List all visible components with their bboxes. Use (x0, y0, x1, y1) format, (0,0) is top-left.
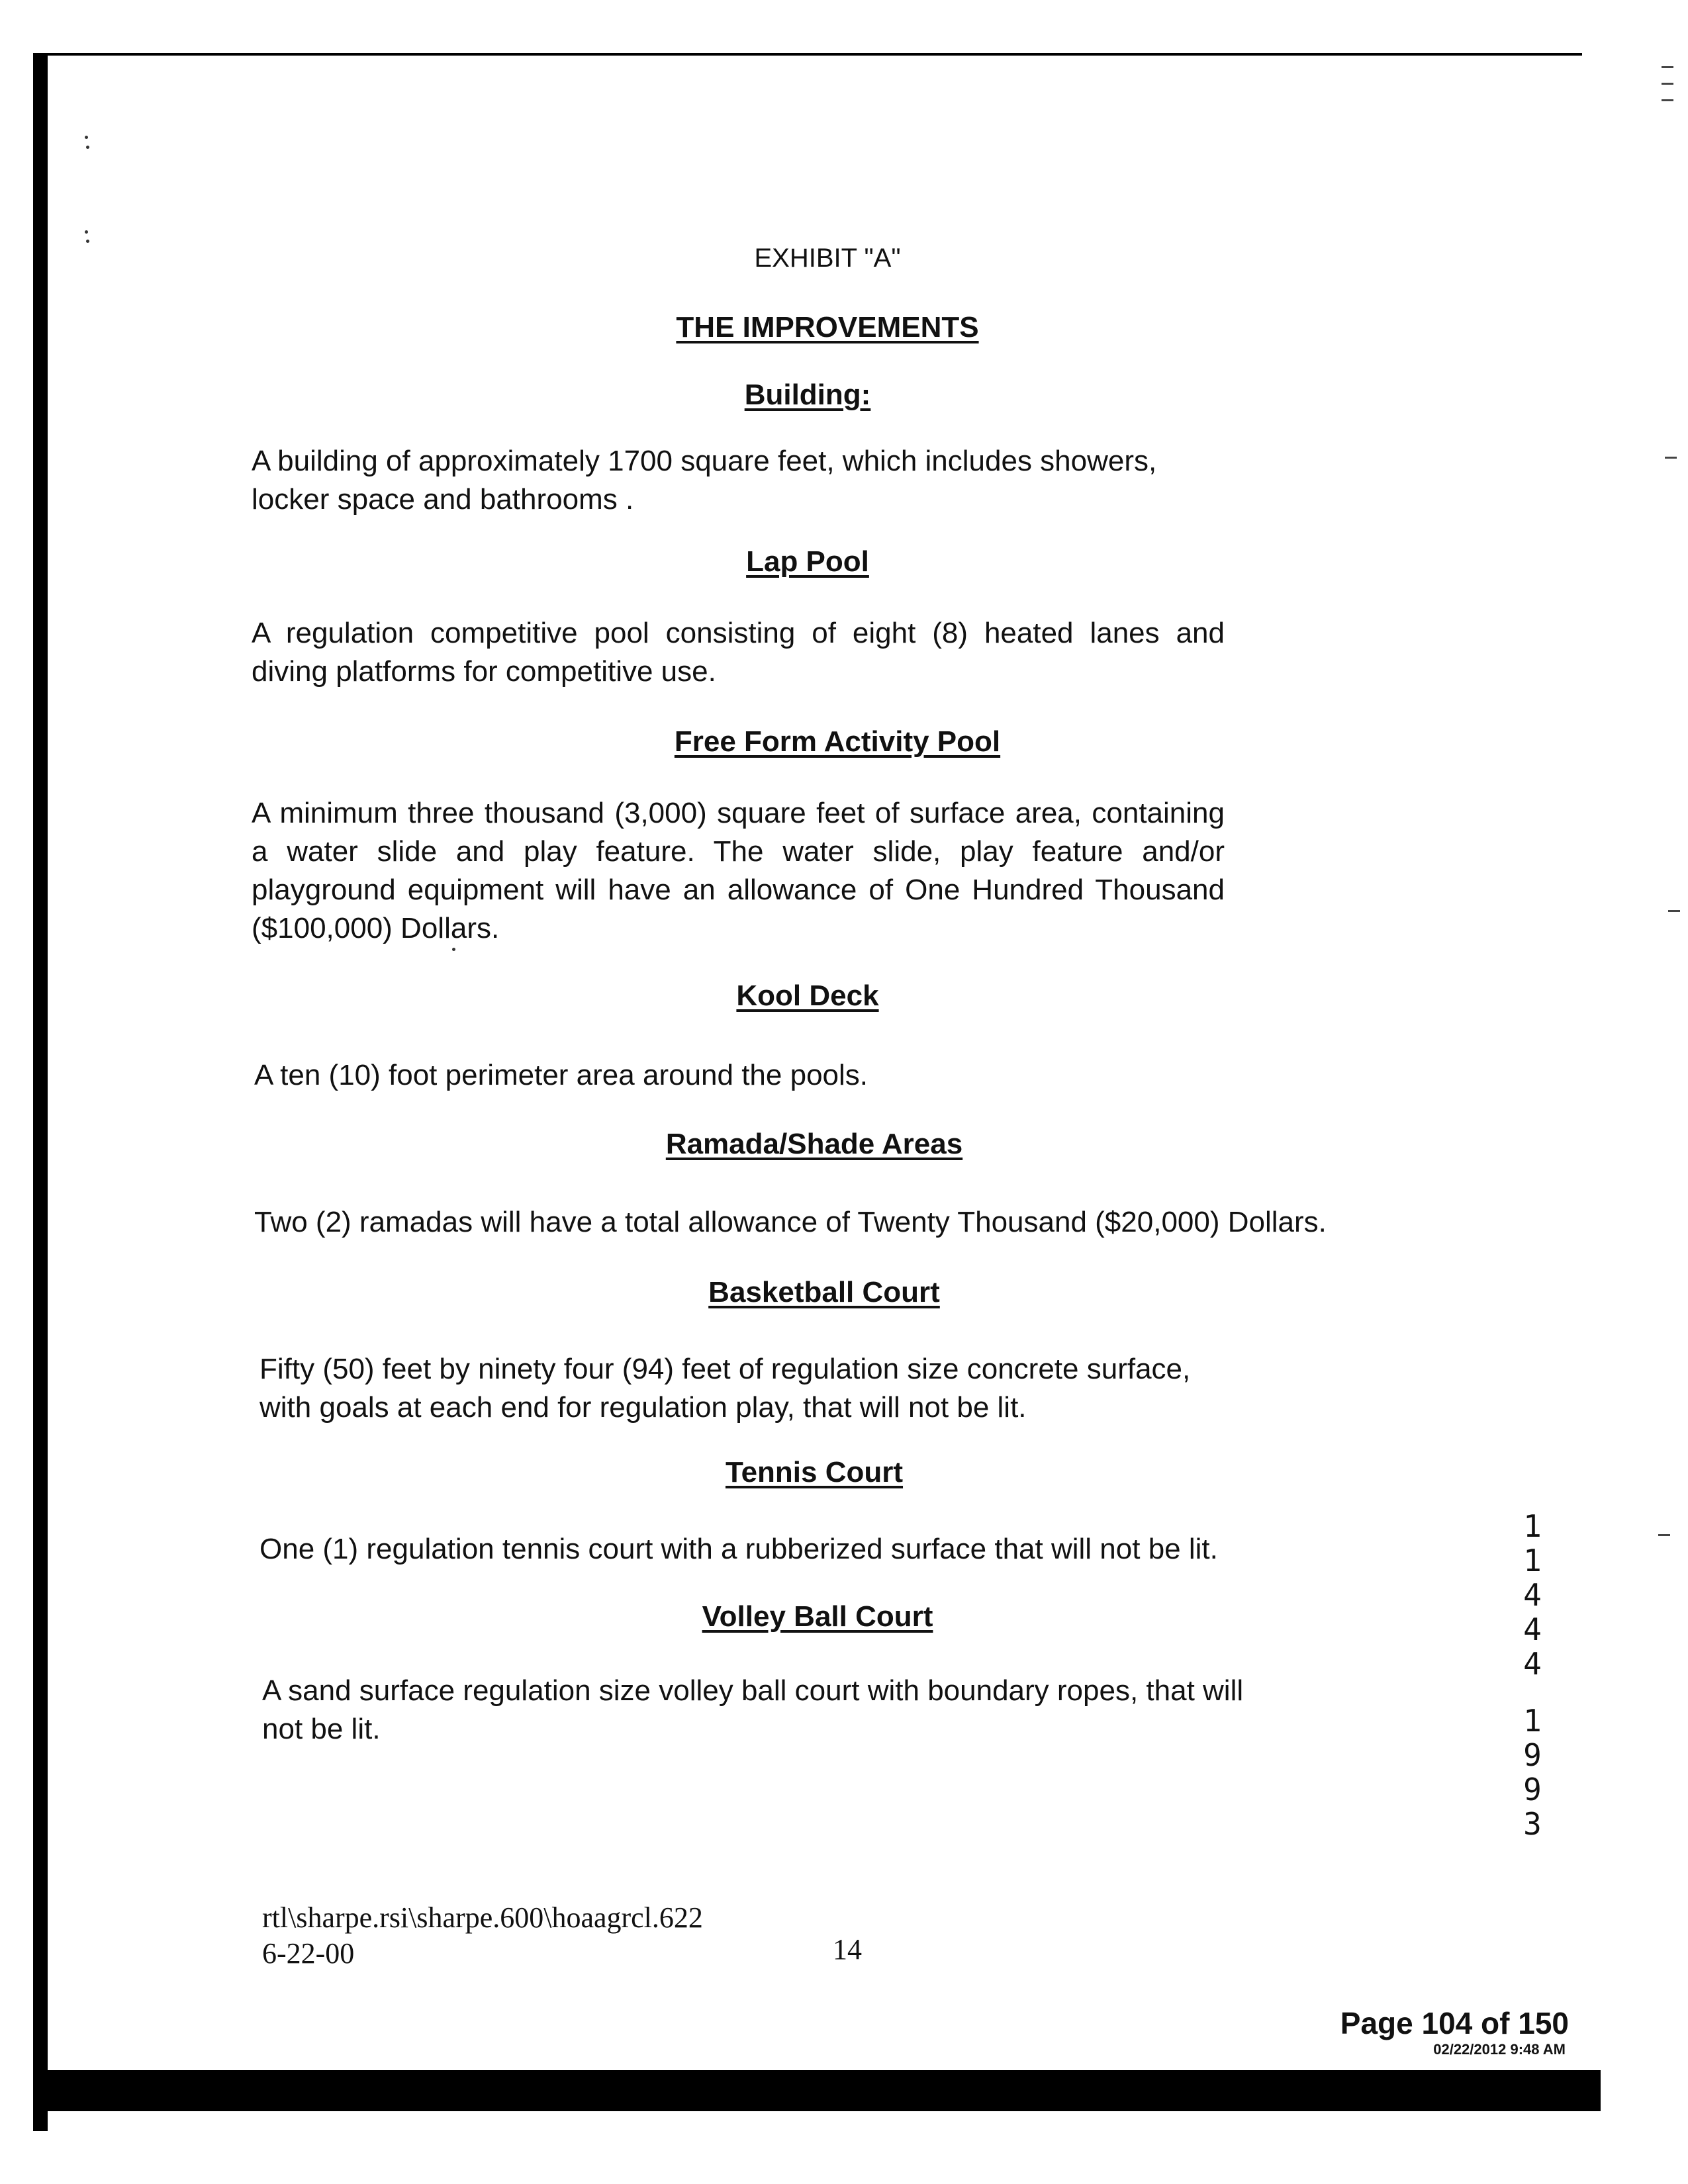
section-body-volleyball: A sand surface regulation size volley ball court with boundary ropes, that will not be lit. (262, 1674, 1244, 1745)
section-heading-lap-pool: Lap Pool (746, 545, 869, 578)
section-body-ramada: Two (2) ramadas will have a total allowance of Twenty Thousand ($20,000) Dollars. (254, 1206, 1327, 1238)
footer-date: 6-22-00 (262, 1937, 355, 1970)
section-heading-kool-deck: Kool Deck (736, 979, 879, 1012)
edge-mark (1662, 83, 1673, 85)
footer-file-path: rtl\sharpe.rsi\sharpe.600\hoaagrcl.622 (262, 1901, 703, 1934)
section-heading-ramada: Ramada/Shade Areas (665, 1128, 963, 1160)
section-heading-tennis: Tennis Court (725, 1456, 904, 1488)
stamp-digit: 1 (1523, 1543, 1542, 1578)
section-body-building: A building of approximately 1700 square feet, which includes showers, locker space and bathrooms . (252, 445, 1157, 516)
main-heading: THE IMPROVEMENTS (676, 311, 979, 343)
edge-mark (1665, 457, 1677, 459)
section-heading-basketball: Basketball Court (708, 1276, 940, 1308)
recording-number-stamp (1509, 1509, 1556, 1841)
scan-speck (452, 948, 455, 951)
scan-speck (86, 146, 89, 149)
edge-mark (1662, 66, 1673, 68)
scan-speck (85, 136, 88, 139)
stamp-digit: 4 (1523, 1612, 1542, 1647)
stamp-digit: 4 (1523, 1646, 1542, 1682)
page-number: 14 (833, 1933, 862, 1966)
scan-bottom-border (41, 2070, 1601, 2111)
scan-speck (85, 230, 88, 234)
scan-speck (86, 240, 89, 243)
exhibit-title: EXHIBIT "A" (754, 244, 901, 273)
stamp-digit: 3 (1523, 1806, 1542, 1842)
stamp-digit: 9 (1523, 1737, 1542, 1773)
section-body-tennis: One (1) regulation tennis court with a rubberized surface that will not be lit. (259, 1533, 1218, 1565)
section-body-activity-pool: A minimum three thousand (3,000) square feet of surface area, containing a water slide and play feature. The water slide, play feature and/or playground equipment will have an allowance of One Hundred Thousand ($100,000) Dollars. (252, 797, 1225, 944)
recorder-timestamp: 02/22/2012 9:48 AM (1433, 2041, 1566, 2058)
section-heading-building: Building: (744, 379, 871, 411)
scan-top-border (33, 53, 1582, 56)
section-heading-volleyball: Volley Ball Court (702, 1600, 933, 1633)
stamp-digit: 9 (1523, 1772, 1542, 1807)
section-body-basketball: Fifty (50) feet by ninety four (94) feet of regulation size concrete surface, with goals at each end for regulation play, that will not be lit. (259, 1353, 1191, 1424)
stamp-digit: 4 (1523, 1577, 1542, 1613)
recorder-page-info: Page 104 of 150 (1340, 2006, 1569, 2040)
section-body-kool-deck: A ten (10) foot perimeter area around the pools. (254, 1059, 868, 1091)
scan-left-border (33, 53, 48, 2131)
edge-mark (1658, 1534, 1670, 1536)
stamp-digit: 1 (1523, 1508, 1542, 1544)
stamp-digit: 1 (1523, 1703, 1542, 1739)
edge-mark (1668, 910, 1680, 912)
edge-mark (1662, 99, 1673, 101)
section-heading-activity-pool: Free Form Activity Pool (674, 725, 1001, 758)
section-body-lap-pool: A regulation competitive pool consisting of eight (8) heated lanes and diving platforms for competitive use. (252, 617, 1225, 688)
